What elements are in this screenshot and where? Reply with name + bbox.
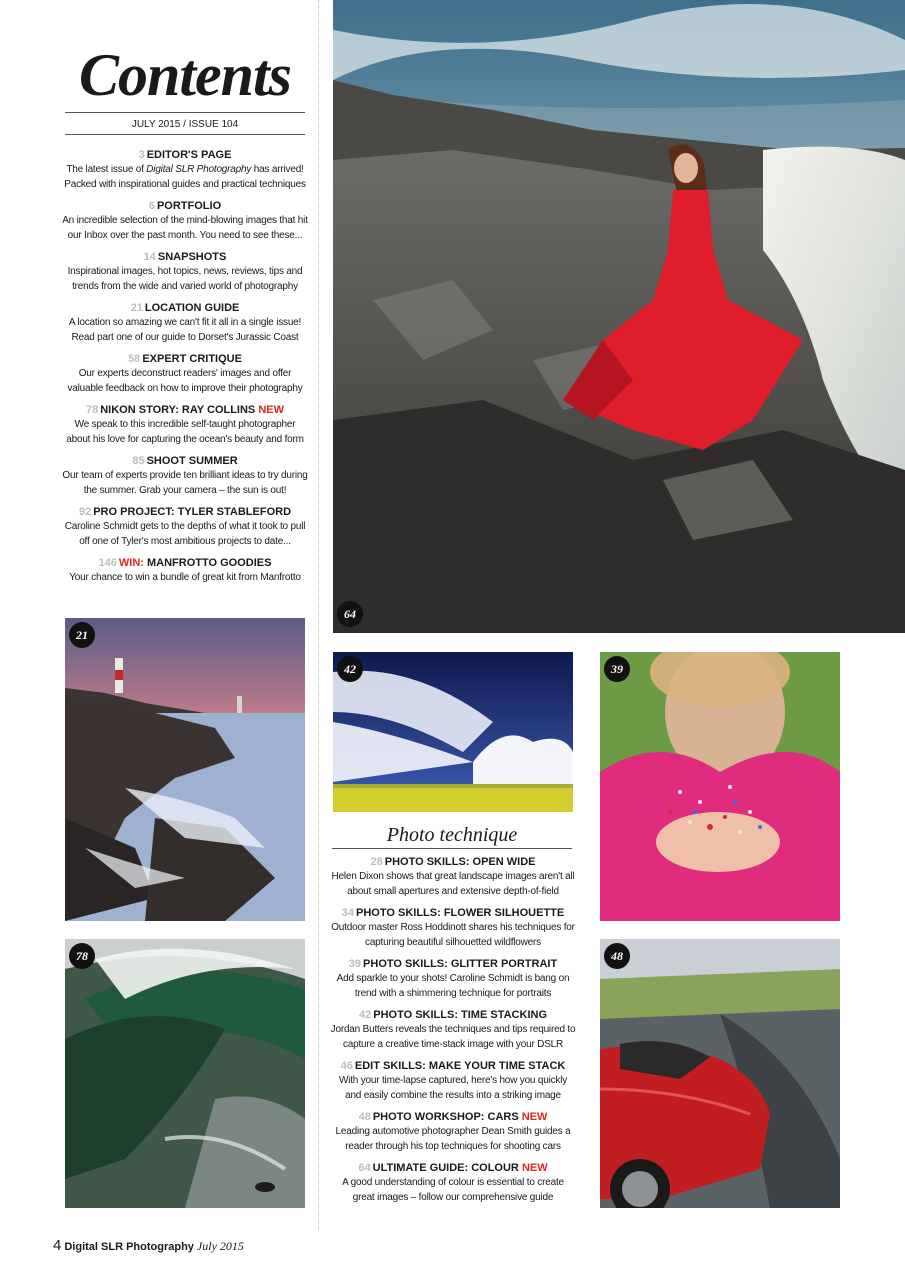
- entry-heading: PHOTO SKILLS: OPEN WIDE: [384, 856, 536, 868]
- entry-description: An incredible selection of the mind-blowing images that hit our Inbox over the past month. You need to see these...: [62, 215, 308, 241]
- page-number: 92: [78, 506, 92, 518]
- entry-description: Caroline Schmidt gets to the depths of what it took to pull off one of Tyler's most ambitious projects to date...: [64, 521, 306, 547]
- page-badge: 78: [69, 943, 95, 969]
- technique-entry[interactable]: [330, 957, 576, 1001]
- technique-entry[interactable]: [330, 906, 576, 950]
- entry-description: A good understanding of colour is essential to create great images – follow our comprehensive guide: [342, 1177, 564, 1203]
- page-number: 48: [358, 1111, 371, 1123]
- footer-magazine: Digital SLR Photography: [64, 1241, 194, 1253]
- entry-description: Your chance to win a bundle of great kit from Manfrotto: [69, 572, 301, 583]
- entry-description: Our experts deconstruct readers' images and offer valuable feedback on how to improve their photography: [67, 368, 303, 394]
- entry-description: A location so amazing we can't fit it all in a single issue! Read part one of our guide to Dorset's Jurassic Coast: [68, 317, 302, 343]
- entry-description: The latest issue of Digital SLR Photography has arrived! Packed with inspirational guides and practical techniques: [64, 164, 306, 190]
- section-title-photo-technique: Photo technique: [386, 824, 518, 846]
- page-number: 58: [128, 353, 141, 365]
- entry-heading: EDITOR'S PAGE: [146, 149, 232, 161]
- entry-heading: SHOOT SUMMER: [146, 455, 238, 467]
- page-number: 14: [143, 251, 156, 263]
- issue-rule: [65, 134, 305, 135]
- page-number: 21: [130, 302, 143, 314]
- contents-entry[interactable]: [62, 352, 308, 396]
- photo-lighthouse-coast[interactable]: [65, 618, 305, 921]
- entry-heading: PHOTO SKILLS: TIME STACKING: [373, 1009, 547, 1021]
- technique-entry[interactable]: [330, 855, 576, 899]
- photo-time-stack-clouds[interactable]: [333, 652, 573, 812]
- page-number: 46: [340, 1060, 353, 1072]
- footer-date: July 2015: [196, 1239, 244, 1253]
- contents-entry[interactable]: [62, 454, 308, 498]
- entry-heading: PHOTO SKILLS: GLITTER PORTRAIT: [363, 958, 558, 970]
- contents-entry[interactable]: [62, 505, 308, 549]
- contents-entry[interactable]: [62, 250, 308, 294]
- technique-entry[interactable]: [330, 1110, 576, 1154]
- contents-entry[interactable]: [62, 556, 308, 585]
- entry-heading: EDIT SKILLS: MAKE YOUR TIME STACK: [354, 1060, 566, 1072]
- new-badge: NEW: [258, 404, 285, 416]
- page-number: 6: [148, 200, 155, 212]
- contents-entry[interactable]: [62, 403, 308, 447]
- entry-heading: MANFROTTO GOODIES: [143, 557, 272, 569]
- page-number: 42: [358, 1009, 372, 1021]
- page-footer: [53, 1237, 244, 1254]
- section-rule: [332, 848, 572, 849]
- page-badge: 48: [604, 943, 630, 969]
- technique-entry[interactable]: [330, 1161, 576, 1205]
- page-number: 78: [85, 404, 99, 416]
- entry-heading: NIKON STORY: RAY COLLINS: [100, 404, 256, 416]
- footer-page-number: 4: [53, 1237, 62, 1254]
- entry-description: Inspirational images, hot topics, news, reviews, tips and trends from the wide and varied world of photography: [67, 266, 303, 292]
- contents-list: [62, 148, 308, 592]
- entry-heading: SNAPSHOTS: [157, 251, 227, 263]
- entry-heading: LOCATION GUIDE: [144, 302, 240, 314]
- contents-entry[interactable]: [62, 199, 308, 243]
- page-number: 34: [341, 907, 355, 919]
- entry-description: Jordan Butters reveals the techniques and tips required to capture a creative time-stack image with your DSLR: [330, 1024, 576, 1050]
- entry-heading: ULTIMATE GUIDE: COLOUR: [372, 1162, 519, 1174]
- entry-description: Add sparkle to your shots! Caroline Schmidt is bang on trend with a shimmering technique for portraits: [336, 973, 570, 999]
- contents-entry[interactable]: [62, 148, 308, 192]
- page-badge: 21: [69, 622, 95, 648]
- page-number: 64: [358, 1162, 371, 1174]
- page-badge: 39: [604, 656, 630, 682]
- page-number: 146: [98, 557, 117, 569]
- page-number: 39: [348, 958, 362, 970]
- technique-entry[interactable]: [330, 1008, 576, 1052]
- main-photo-red-dress[interactable]: [333, 0, 905, 633]
- column-divider: [318, 0, 319, 1230]
- photo-ocean-wave[interactable]: [65, 939, 305, 1208]
- entry-heading: PHOTO SKILLS: FLOWER SILHOUETTE: [356, 907, 565, 919]
- entry-description: We speak to this incredible self-taught photographer about his love for capturing the ocean's beauty and form: [66, 419, 304, 445]
- page-number: 85: [132, 455, 145, 467]
- entry-description: Leading automotive photographer Dean Smith guides a reader through his top techniques for shooting cars: [335, 1126, 571, 1152]
- new-badge: NEW: [521, 1162, 548, 1174]
- page-number: 28: [370, 856, 383, 868]
- title-rule: [65, 112, 305, 113]
- page-badge: 42: [337, 656, 363, 682]
- photo-glitter-portrait[interactable]: [600, 652, 840, 921]
- new-badge: NEW: [521, 1111, 548, 1123]
- entry-description: With your time-lapse captured, here's how you quickly and easily combine the results into a striking image: [338, 1075, 568, 1101]
- page-title: Contents: [78, 42, 292, 108]
- page-badge: 64: [337, 601, 363, 627]
- contents-entry[interactable]: [62, 301, 308, 345]
- technique-list: [330, 855, 576, 1212]
- entry-heading: EXPERT CRITIQUE: [142, 353, 242, 365]
- entry-heading: PRO PROJECT: TYLER STABLEFORD: [93, 506, 292, 518]
- entry-description: Helen Dixon shows that great landscape images aren't all about small apertures and extensive depth-of-field: [331, 871, 575, 897]
- issue-line: JULY 2015 / ISSUE 104: [131, 119, 239, 130]
- win-label: WIN:: [118, 557, 144, 569]
- technique-entry[interactable]: [330, 1059, 576, 1103]
- entry-heading: PORTFOLIO: [156, 200, 222, 212]
- entry-description: Our team of experts provide ten brilliant ideas to try during the summer. Grab your camera – the sun is out!: [62, 470, 308, 496]
- page-number: 3: [138, 149, 145, 161]
- photo-red-sports-car[interactable]: [600, 939, 840, 1208]
- entry-heading: PHOTO WORKSHOP: CARS: [372, 1111, 519, 1123]
- entry-description: Outdoor master Ross Hoddinott shares his techniques for capturing beautiful silhouetted wildflowers: [331, 922, 575, 948]
